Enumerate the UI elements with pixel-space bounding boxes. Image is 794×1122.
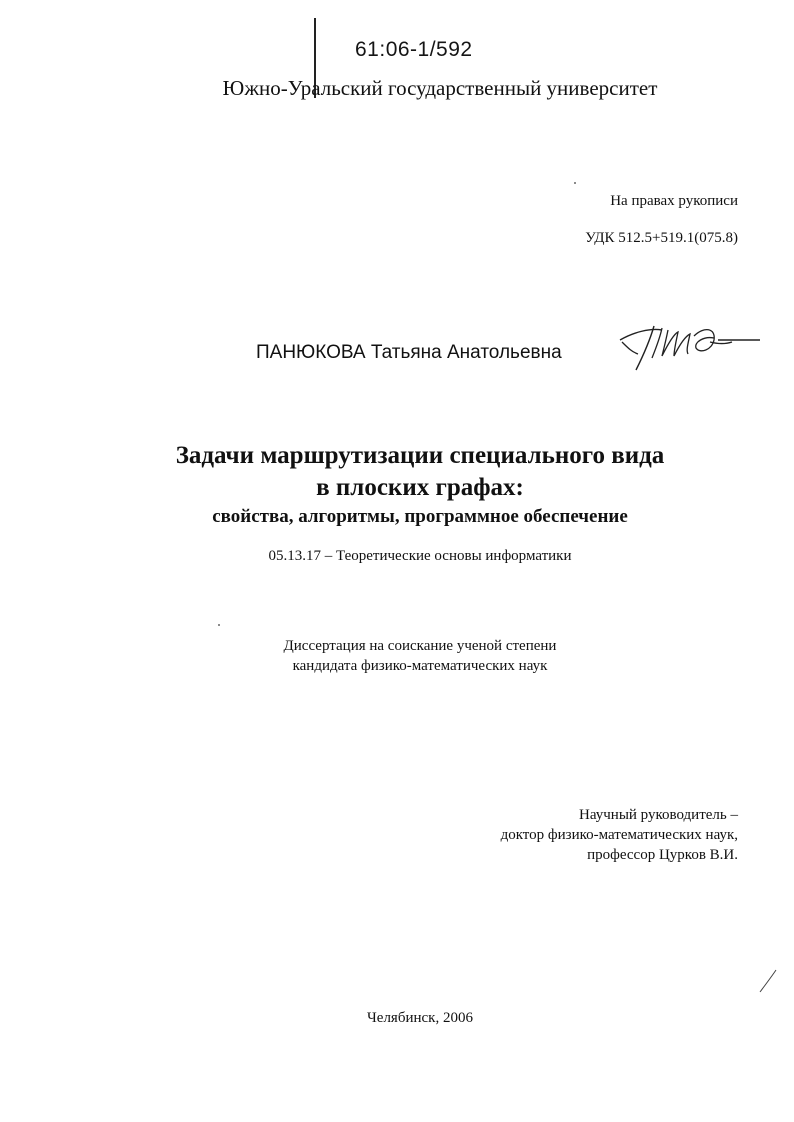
dissertation-line-1: Диссертация на соискание ученой степени [283, 638, 557, 654]
archive-code: 61:06-1/592 [355, 38, 473, 61]
university-name: Южно-Уральский государственный университет [222, 76, 658, 100]
handwritten-signature [614, 314, 764, 376]
scan-speck [218, 624, 220, 626]
supervisor-degree: доктор физико-математических наук, [500, 827, 738, 843]
city-year: Челябинск, 2006 [367, 1010, 473, 1026]
title-subtitle: свойства, алгоритмы, программное обеспечение [212, 506, 628, 527]
rights-note: На правах рукописи [610, 193, 738, 209]
author-name: ПАНЮКОВА Татьяна Анатольевна [256, 342, 562, 363]
supervisor-label: Научный руководитель – [579, 807, 738, 823]
specialty-code: 05.13.17 – Теоретические основы информатики [268, 548, 572, 564]
title-line-2: в плоских графах: [316, 474, 524, 501]
pen-mark [758, 968, 778, 994]
dissertation-line-2: кандидата физико-математических наук [292, 658, 548, 674]
scan-speck [574, 182, 576, 184]
title-line-1: Задачи маршрутизации специального вида [175, 442, 665, 469]
supervisor-name: профессор Цурков В.И. [587, 847, 738, 863]
udc-code: УДК 512.5+519.1(075.8) [585, 230, 738, 246]
